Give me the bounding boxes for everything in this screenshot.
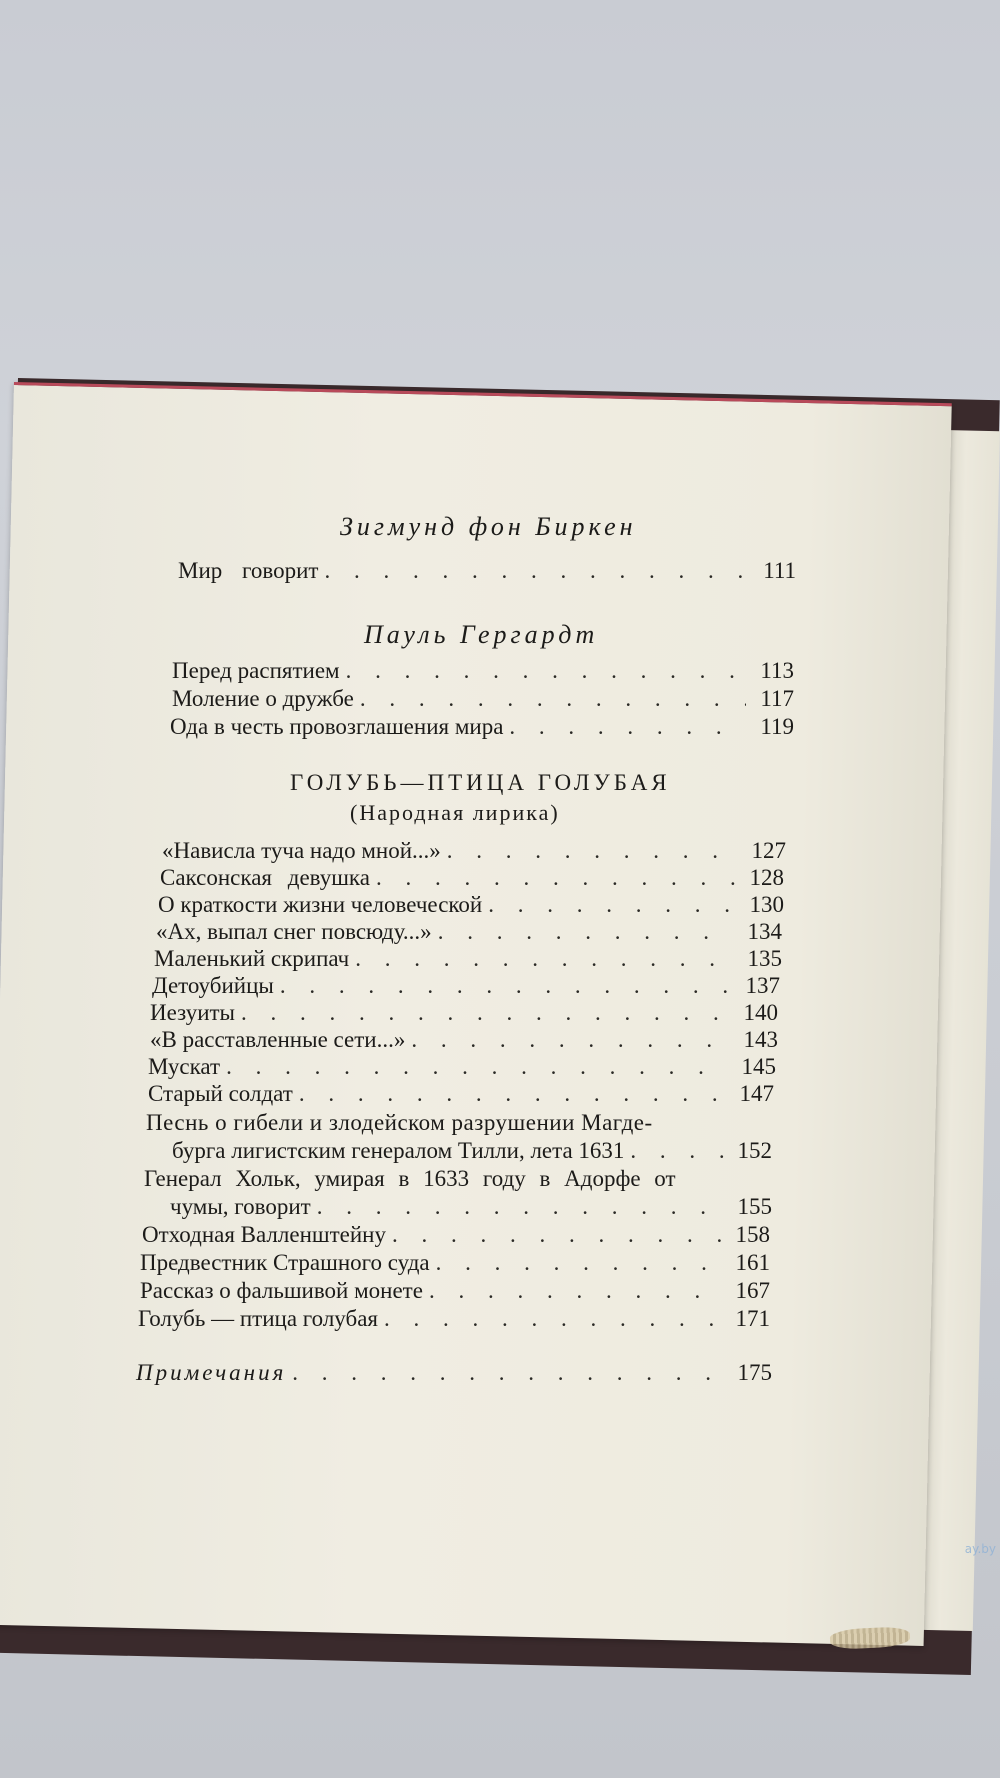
leader-dots bbox=[429, 1278, 722, 1304]
entry-page: 167 bbox=[735, 1278, 770, 1303]
toc-entry[interactable] bbox=[152, 973, 780, 999]
toc-entry[interactable] bbox=[160, 865, 784, 891]
toc-entry[interactable] bbox=[140, 1250, 770, 1276]
entry-title: Старый солдат bbox=[148, 1081, 293, 1106]
entry-page: 128 bbox=[749, 865, 784, 890]
entry-title: Моление о дружбе bbox=[172, 686, 354, 711]
entry-title: Рассказ о фальшивой монете bbox=[140, 1278, 423, 1303]
entry-title: «Нависла туча надо мной...» bbox=[162, 838, 441, 863]
leader-dots bbox=[317, 1194, 724, 1220]
entry-title: О краткости жизни человеческой bbox=[158, 892, 483, 917]
entry-title: «Ах, выпал снег повсюду...» bbox=[156, 919, 432, 944]
toc-entry[interactable] bbox=[162, 838, 786, 864]
entry-title: Ода в честь провозглашения мира bbox=[170, 714, 504, 739]
leader-dots bbox=[355, 946, 734, 972]
entry-page: 147 bbox=[739, 1081, 774, 1106]
leader-dots bbox=[438, 919, 734, 945]
author-heading-gerhardt: Пауль Гергардт bbox=[364, 620, 599, 649]
leader-dots bbox=[436, 1250, 722, 1276]
toc-entry[interactable] bbox=[138, 1306, 770, 1332]
entry-title: Детоубийцы bbox=[152, 973, 274, 998]
toc-entry[interactable] bbox=[150, 1000, 778, 1026]
toc-entry[interactable] bbox=[170, 1194, 772, 1220]
entry-page: 119 bbox=[760, 714, 794, 739]
leader-dots bbox=[630, 1138, 724, 1164]
toc-entry[interactable] bbox=[154, 946, 782, 972]
toc-entry[interactable] bbox=[156, 919, 782, 945]
leader-dots bbox=[299, 1081, 726, 1107]
leader-dots bbox=[392, 1222, 722, 1248]
entry-title-line1: Генерал Хольк, умирая в 1633 году в Адорфе от bbox=[144, 1166, 676, 1191]
leader-dots bbox=[376, 865, 736, 891]
entry-title: Отходная Валленштейну bbox=[142, 1222, 386, 1247]
leader-dots bbox=[360, 686, 746, 712]
entry-page: 175 bbox=[737, 1360, 772, 1385]
entry-page: 130 bbox=[749, 892, 784, 917]
leader-dots bbox=[324, 558, 748, 584]
entry-title: Саксонская девушка bbox=[160, 865, 370, 890]
toc-entry[interactable] bbox=[172, 1138, 772, 1164]
toc-entry[interactable] bbox=[170, 714, 794, 740]
entry-page: 155 bbox=[737, 1194, 772, 1219]
leader-dots bbox=[280, 973, 732, 999]
entry-title: Перед распятием bbox=[172, 658, 340, 683]
entry-page: 135 bbox=[747, 946, 782, 971]
toc-entry[interactable] bbox=[158, 892, 784, 918]
entry-page: 161 bbox=[735, 1250, 770, 1275]
entry-title: Мир говорит bbox=[178, 558, 319, 583]
toc-entry[interactable] bbox=[148, 1081, 774, 1107]
leader-dots bbox=[226, 1054, 728, 1080]
leader-dots bbox=[411, 1027, 730, 1053]
toc-entry[interactable] bbox=[172, 686, 794, 712]
entry-title: Примечания bbox=[136, 1360, 287, 1385]
leader-dots bbox=[241, 1000, 730, 1026]
author-heading-birken: Зигмунд фон Биркен bbox=[340, 512, 637, 541]
entry-title: «В расставленные сети...» bbox=[150, 1027, 406, 1052]
toc-entry[interactable] bbox=[172, 658, 794, 684]
entry-page: 171 bbox=[735, 1306, 770, 1331]
entry-page: 117 bbox=[760, 686, 794, 711]
leader-dots bbox=[509, 714, 746, 740]
entry-title: Маленький скрипач bbox=[154, 946, 350, 971]
entry-page: 111 bbox=[763, 558, 796, 583]
entry-title: Предвестник Страшного суда bbox=[140, 1250, 430, 1275]
entry-page: 143 bbox=[743, 1027, 778, 1052]
toc-entry[interactable] bbox=[142, 1222, 770, 1248]
leader-dots bbox=[384, 1306, 722, 1332]
entry-page: 127 bbox=[751, 838, 786, 863]
leader-dots bbox=[292, 1360, 724, 1386]
entry-title: Иезуиты bbox=[150, 1000, 236, 1025]
watermark: ay.by bbox=[964, 1542, 996, 1556]
section-subtitle: (Народная лирика) bbox=[350, 800, 560, 825]
entry-page: 113 bbox=[760, 658, 794, 683]
leader-dots bbox=[346, 658, 746, 684]
entry-title-line1: Песнь о гибели и злодейском разрушении Магде- bbox=[146, 1110, 653, 1135]
entry-page: 152 bbox=[737, 1138, 772, 1163]
toc-entry[interactable] bbox=[148, 1054, 776, 1080]
toc-entry[interactable] bbox=[178, 558, 796, 584]
section-title: ГОЛУБЬ—ПТИЦА ГОЛУБАЯ bbox=[290, 770, 671, 795]
toc-entry[interactable] bbox=[150, 1027, 778, 1053]
entry-title: бурга лигистским генералом Тилли, лета 1631 bbox=[172, 1138, 625, 1163]
entry-title: Мускат bbox=[148, 1054, 221, 1079]
entry-page: 145 bbox=[741, 1054, 776, 1079]
entry-page: 134 bbox=[747, 919, 782, 944]
leader-dots bbox=[488, 892, 736, 918]
entry-title: чумы, говорит bbox=[170, 1194, 311, 1219]
entry-page: 158 bbox=[735, 1222, 770, 1247]
entry-page: 137 bbox=[745, 973, 780, 998]
toc-entry-notes[interactable] bbox=[136, 1360, 772, 1386]
leader-dots bbox=[447, 838, 738, 864]
entry-title: Голубь — птица голубая bbox=[138, 1306, 378, 1331]
toc-entry[interactable] bbox=[140, 1278, 770, 1304]
entry-page: 140 bbox=[743, 1000, 778, 1025]
